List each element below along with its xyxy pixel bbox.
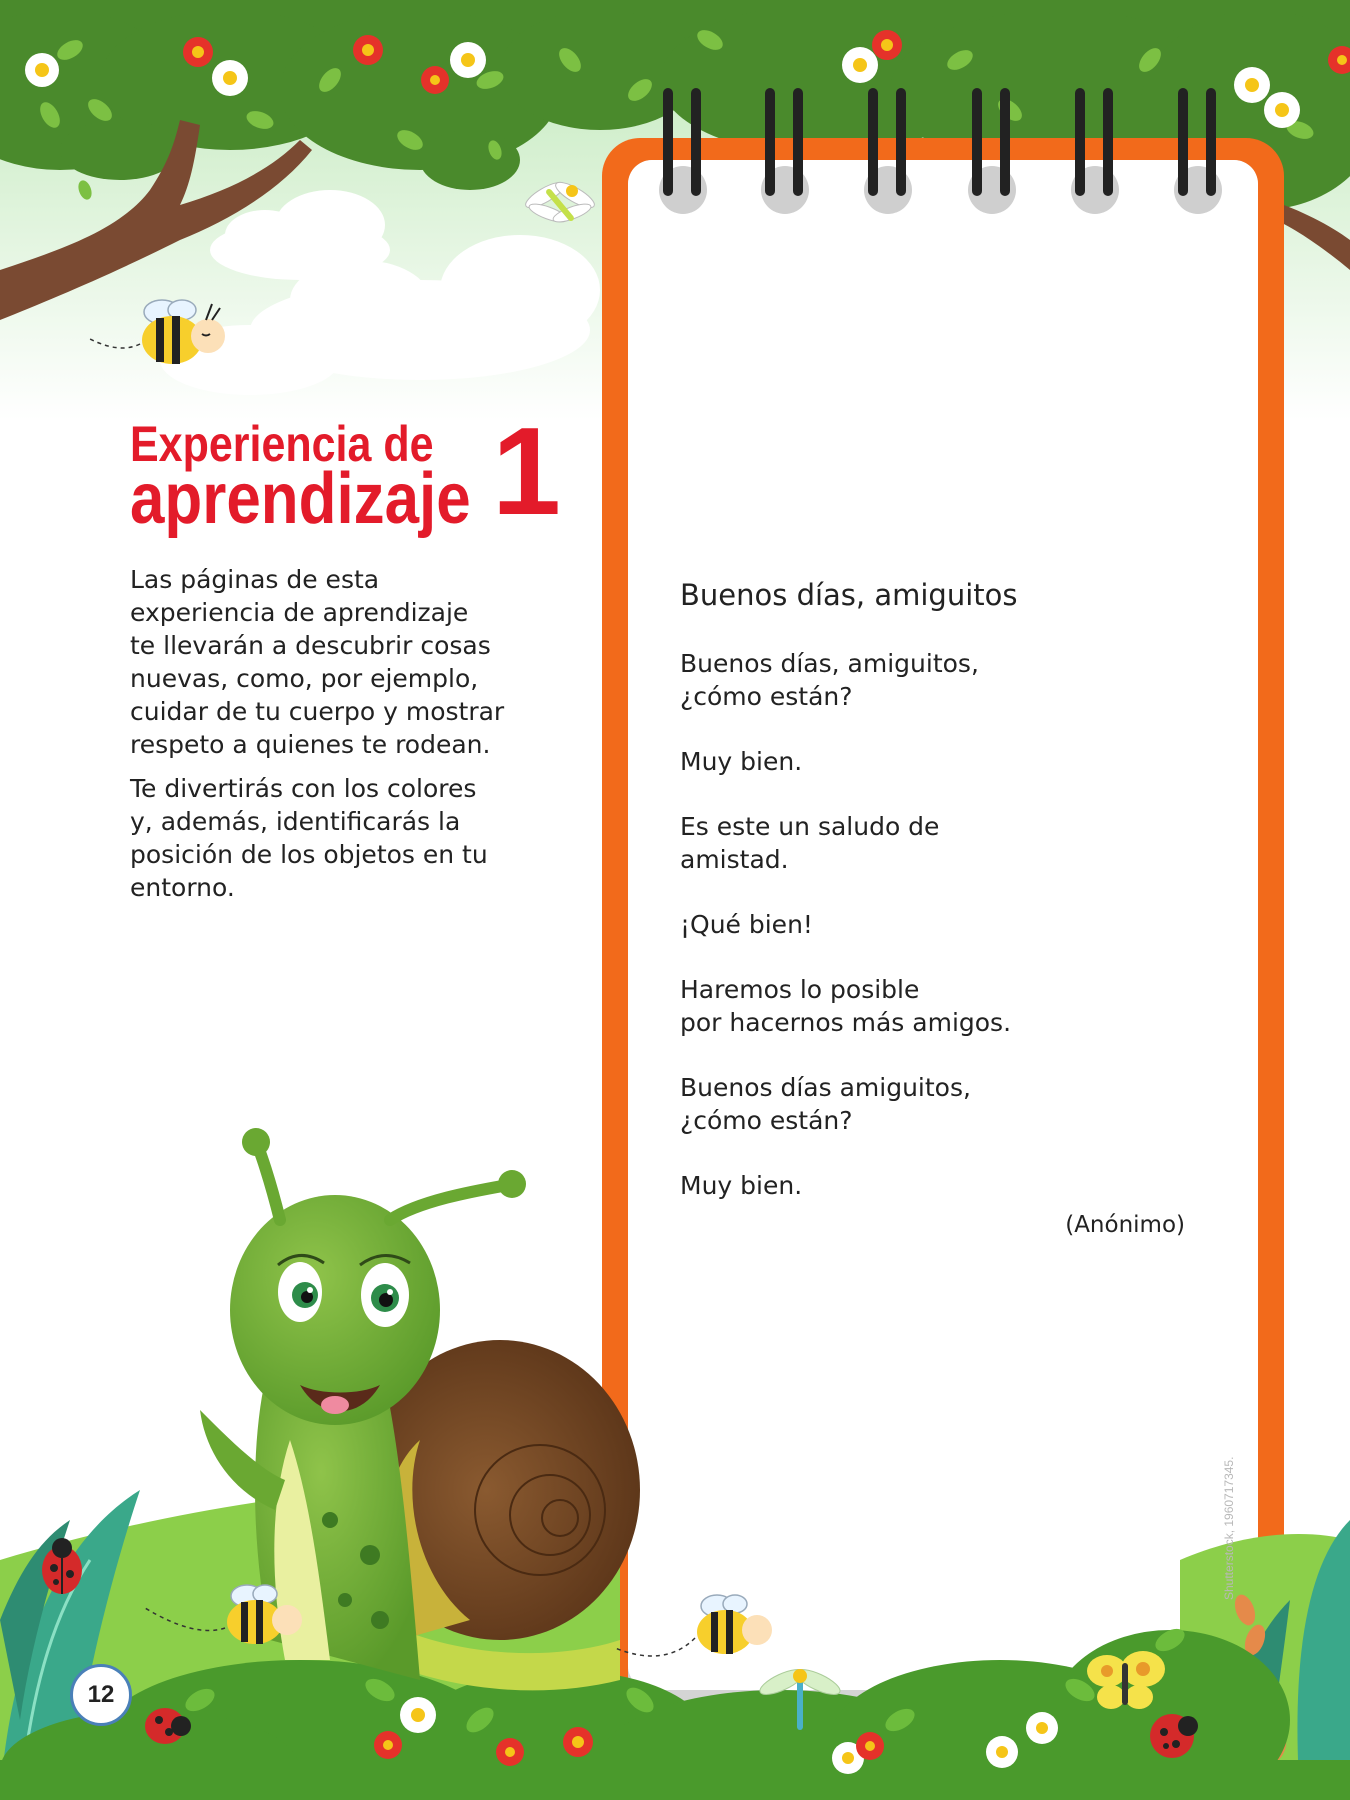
intro-line: experiencia de aprendizaje <box>130 598 469 627</box>
intro-line: nuevas, como, por ejemplo, <box>130 664 479 693</box>
intro-line: cuidar de tu cuerpo y mostrar <box>130 697 505 726</box>
intro-line: entorno. <box>130 873 235 902</box>
intro-line: posición de los objetos en tu <box>130 840 488 869</box>
poem-line: Buenos días, amiguitos, <box>680 649 979 678</box>
poem-line: Muy bien. <box>680 1171 803 1200</box>
poem-line: amistad. <box>680 845 789 874</box>
poem-line: ¿cómo están? <box>680 682 853 711</box>
page-title-line1: Experiencia de <box>130 416 434 472</box>
image-credit: Shutterstock, 1960717345. <box>1222 1456 1236 1600</box>
page-number: 12 <box>87 1681 115 1708</box>
poem-line: por hacernos más amigos. <box>680 1008 1012 1037</box>
poem-line: Muy bien. <box>680 747 803 776</box>
poem-line: Es este un saludo de <box>680 812 940 841</box>
poem-author: (Anónimo) <box>1065 1212 1185 1238</box>
intro-line: Las páginas de esta <box>130 565 380 594</box>
intro-line: respeto a quienes te rodean. <box>130 730 491 759</box>
intro-paragraph-2 <box>130 772 550 904</box>
intro-line: te llevarán a descubrir cosas <box>130 631 491 660</box>
poem-line: ¿cómo están? <box>680 1106 853 1135</box>
page-title-line2: aprendizaje <box>130 459 471 539</box>
intro-line: y, además, identificarás la <box>130 807 461 836</box>
intro-paragraph-1 <box>130 563 550 761</box>
poem-line: Haremos lo posible <box>680 975 920 1004</box>
poem-line: Buenos días amiguitos, <box>680 1073 971 1102</box>
intro-line: Te divertirás con los colores <box>130 774 477 803</box>
poem-line: ¡Qué bien! <box>680 910 813 939</box>
page-title-number: 1 <box>492 403 561 541</box>
poem-title: Buenos días, amiguitos <box>680 578 1018 612</box>
